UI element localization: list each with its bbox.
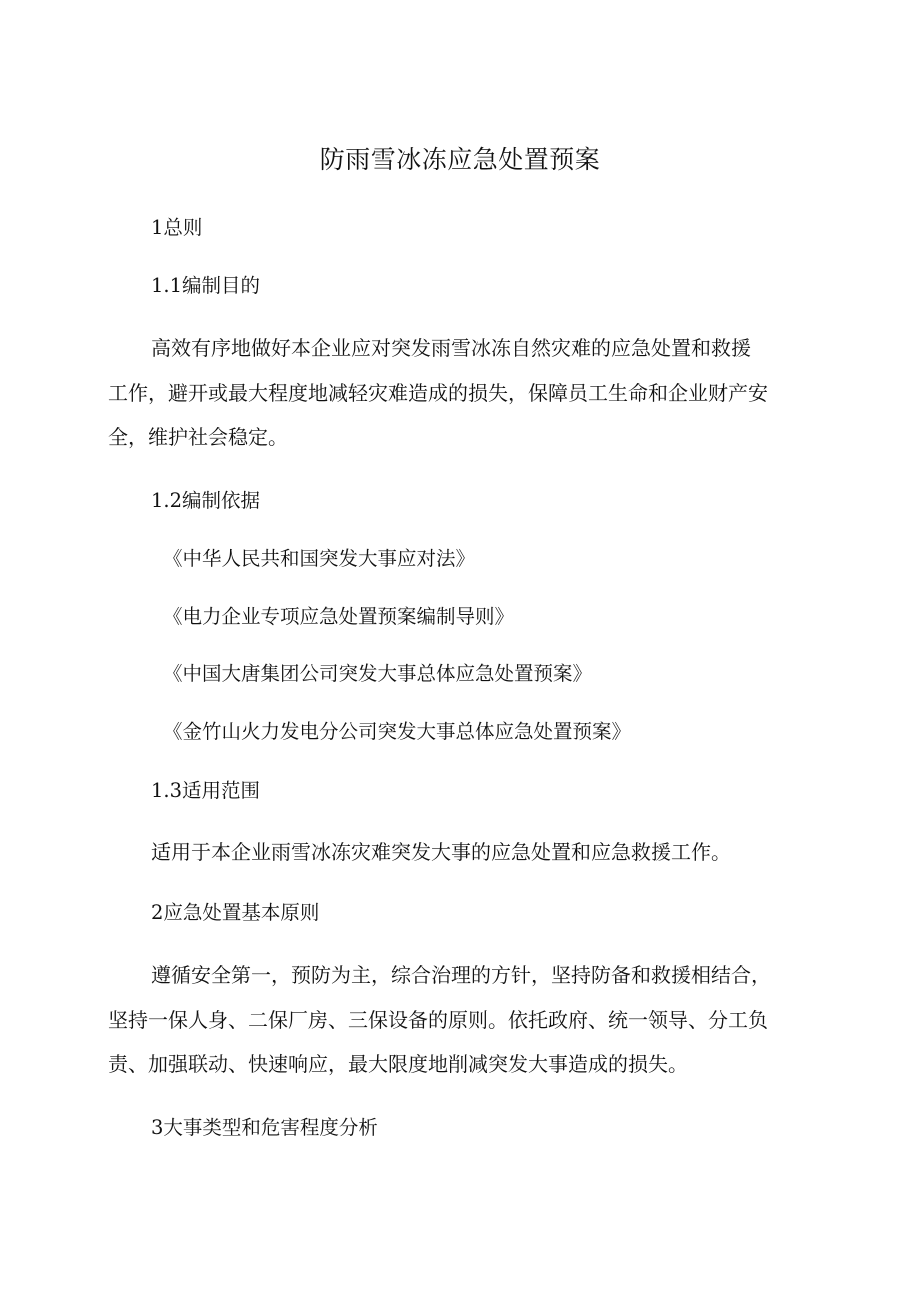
paragraph-line: 全，维护社会稳定。 (108, 425, 288, 449)
reference-item: 《中华人民共和国突发大事应对法》 (163, 547, 476, 570)
reference-item: 《电力企业专项应急处置预案编制导则》 (163, 605, 515, 628)
section-1-2-heading: 1.2编制依据 (151, 489, 261, 512)
document-title: 防雨雪冰冻应急处置预案 (319, 145, 601, 174)
section-1-1-heading: 1.1编制目的 (151, 274, 261, 297)
paragraph-line: 责、加强联动、快速响应，最大限度地削减突发大事造成的损失。 (108, 1052, 688, 1076)
paragraph-line: 遵循安全第一，预防为主，综合治理的方针，坚持防备和救援相结合， (151, 963, 771, 987)
reference-item: 《金竹山火力发电分公司突发大事总体应急处置预案》 (163, 720, 632, 743)
section-3-heading: 3大事类型和危害程度分析 (151, 1116, 378, 1139)
paragraph-line: 工作，避开或最大程度地减轻灾难造成的损失，保障员工生命和企业财产安 (108, 380, 768, 405)
section-1-3-heading: 1.3适用范围 (151, 779, 261, 802)
paragraph-line: 坚持一保人身、二保厂房、三保设备的原则。依托政府、统一领导、分工负 (108, 1007, 768, 1032)
section-2-paragraph (108, 953, 818, 1087)
section-1-1-paragraph (108, 326, 818, 460)
section-1-heading: 1总则 (151, 216, 203, 239)
paragraph-line: 高效有序地做好本企业应对突发雨雪冰冻自然灾难的应急处置和救援 (151, 336, 751, 360)
reference-item: 《中国大唐集团公司突发大事总体应急处置预案》 (163, 662, 593, 685)
section-1-3-paragraph: 适用于本企业雨雪冰冻灾难突发大事的应急处置和应急救援工作。 (151, 840, 731, 864)
section-2-heading: 2应急处置基本原则 (151, 901, 320, 924)
